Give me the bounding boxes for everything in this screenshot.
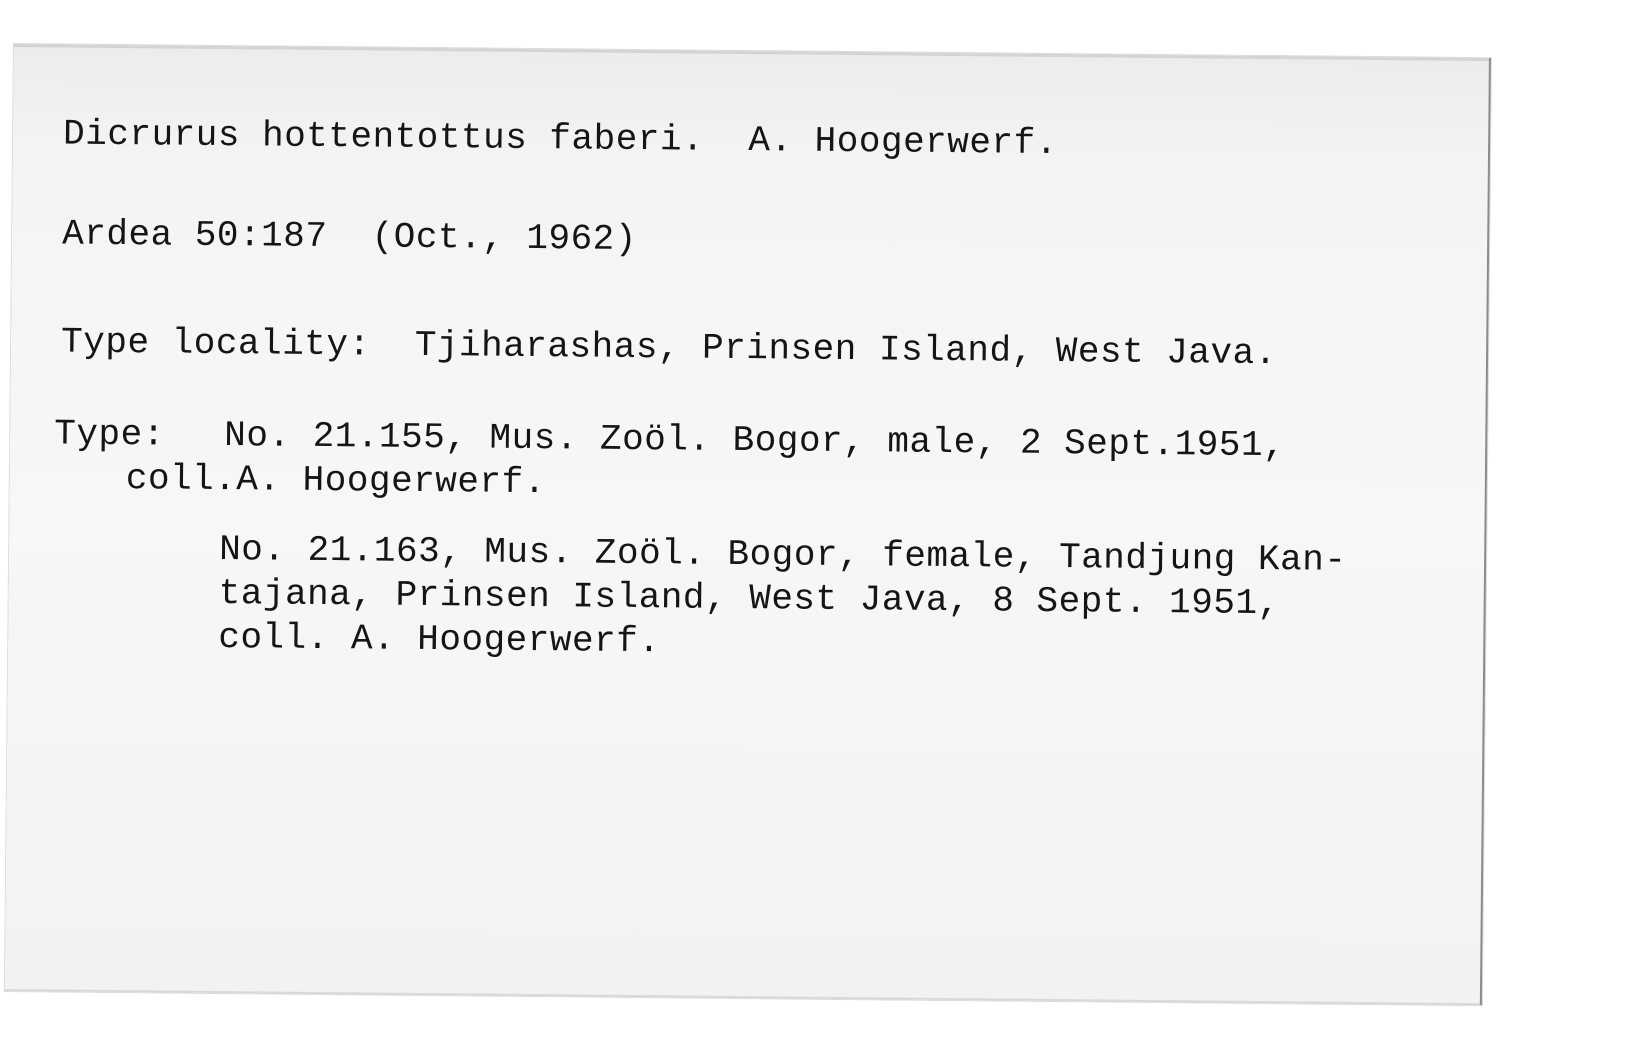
card-bottom-edge — [5, 989, 1482, 1005]
species-name-line: Dicrurus hottentottus faberi. A. Hoogerwerf. — [62, 113, 1058, 165]
type-specimen-2-collector: coll. A. Hoogerwerf. — [218, 616, 661, 663]
card-right-edge — [1480, 58, 1491, 1005]
citation-line: Ardea 50:187 (Oct., 1962) — [61, 213, 638, 260]
type-locality-line: Type locality: Tjiharashas, Prinsen Island, West Java. — [60, 321, 1277, 375]
card-top-edge — [14, 44, 1491, 61]
type-specimen-2-line-2: tajana, Prinsen Island, West Java, 8 Sept. 1951, — [218, 572, 1280, 625]
type-label: Type: — [54, 413, 165, 456]
type-specimen-2-line-1: No. 21.163, Mus. Zoöl. Bogor, female, Tandjung Kan- — [218, 528, 1347, 581]
type-specimen-1-collector: coll.A. Hoogerwerf. — [125, 458, 546, 504]
type-specimen-1-text: No. 21.155, Mus. Zoöl. Bogor, male, 2 Sept.1951, — [224, 415, 1286, 467]
index-card — [5, 44, 1491, 1005]
